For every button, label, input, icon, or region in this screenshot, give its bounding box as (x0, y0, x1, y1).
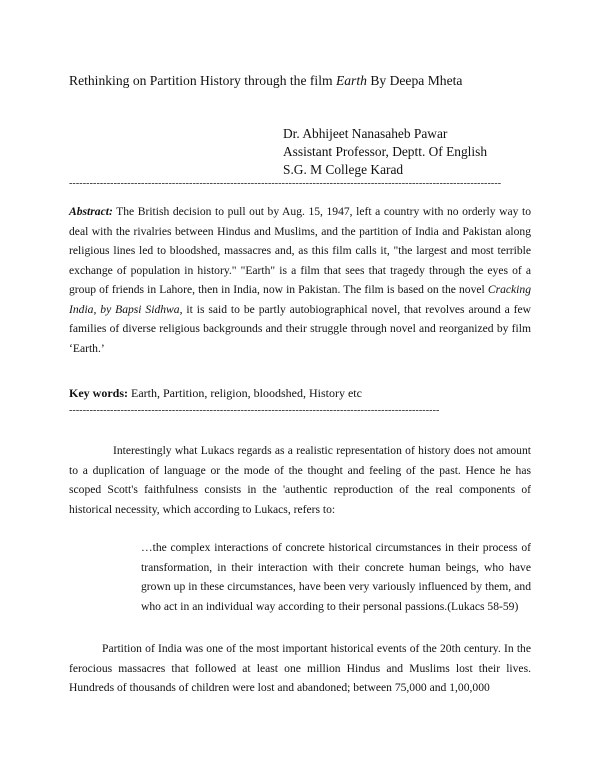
block-quote: …the complex interactions of concrete historical circumstances in their process of transformation, in their interaction with their concrete human beings, who have grown up in these circumstances, have been very variously influenced by them, and who act in an individual way according to their personal passions.(Lukacs 58-59) (141, 541, 531, 613)
abstract-text-b: , it is said to be partly autobiographical novel, that revolves around a few families of diverse religious backgrounds and their struggle through novel and reorganized by film ‘Earth.’ (69, 302, 531, 355)
keywords-text: Earth, Partition, religion, bloodshed, History etc (128, 386, 362, 400)
title-film: Earth (335, 73, 367, 88)
separator-rule-short: ------------------------------------------------------------------------------------------------------------ (69, 405, 440, 416)
body-paragraph-2: Partition of India was one of the most important historical events of the 20th century. In the ferocious massacres that followed at least one million Hindus and Muslims lost their lives. Hundreds of thousands of children were lost and abandoned; between 75,000 and 1,00,000 (69, 642, 531, 694)
author-name: Dr. Abhijeet Nanasaheb Pawar (283, 126, 448, 141)
author-institution: S.G. M College Karad (283, 162, 404, 177)
abstract-text-a: The British decision to pull out by Aug. 15, 1947, left a country with no orderly way to deal with the rivalries between Hindus and Muslims, and the partition of India and Pakistan along religious lines led to bloodshed, massacres and, as this film calls it, "the largest and most terrible exchange of population in history." "Earth" is a film that sees that tragedy through the eyes of a group of friends in Lahore, then in India, now in Pakistan. The film is based on the novel (69, 205, 531, 296)
author-position: Assistant Professor, Deptt. Of English (283, 144, 488, 159)
keywords-line (69, 384, 531, 404)
separator-rule: ------------------------------------------------------------------------------------------------------------------------------ (69, 178, 502, 189)
keywords-label: Key words: (69, 386, 128, 400)
title-suffix: By Deepa Mheta (366, 73, 463, 88)
body-paragraph-1: Interestingly what Lukacs regards as a realistic representation of history does not amount to a duplication of language or the mode of the thought and feeling of the past. Hence he has scoped Scott's faithfulness consists in the 'authentic reproduction of the real components of historical necessity, which according to Lukacs, refers to: (69, 444, 531, 516)
paper-title (69, 73, 462, 89)
abstract-label: Abstract: (69, 205, 113, 218)
abstract-novel-title: Cracking India, by Bapsi Sidhwa (69, 283, 531, 316)
author-block (283, 125, 487, 179)
abstract-paragraph (69, 202, 531, 358)
title-prefix: Rethinking on Partition History through the film (69, 73, 336, 88)
